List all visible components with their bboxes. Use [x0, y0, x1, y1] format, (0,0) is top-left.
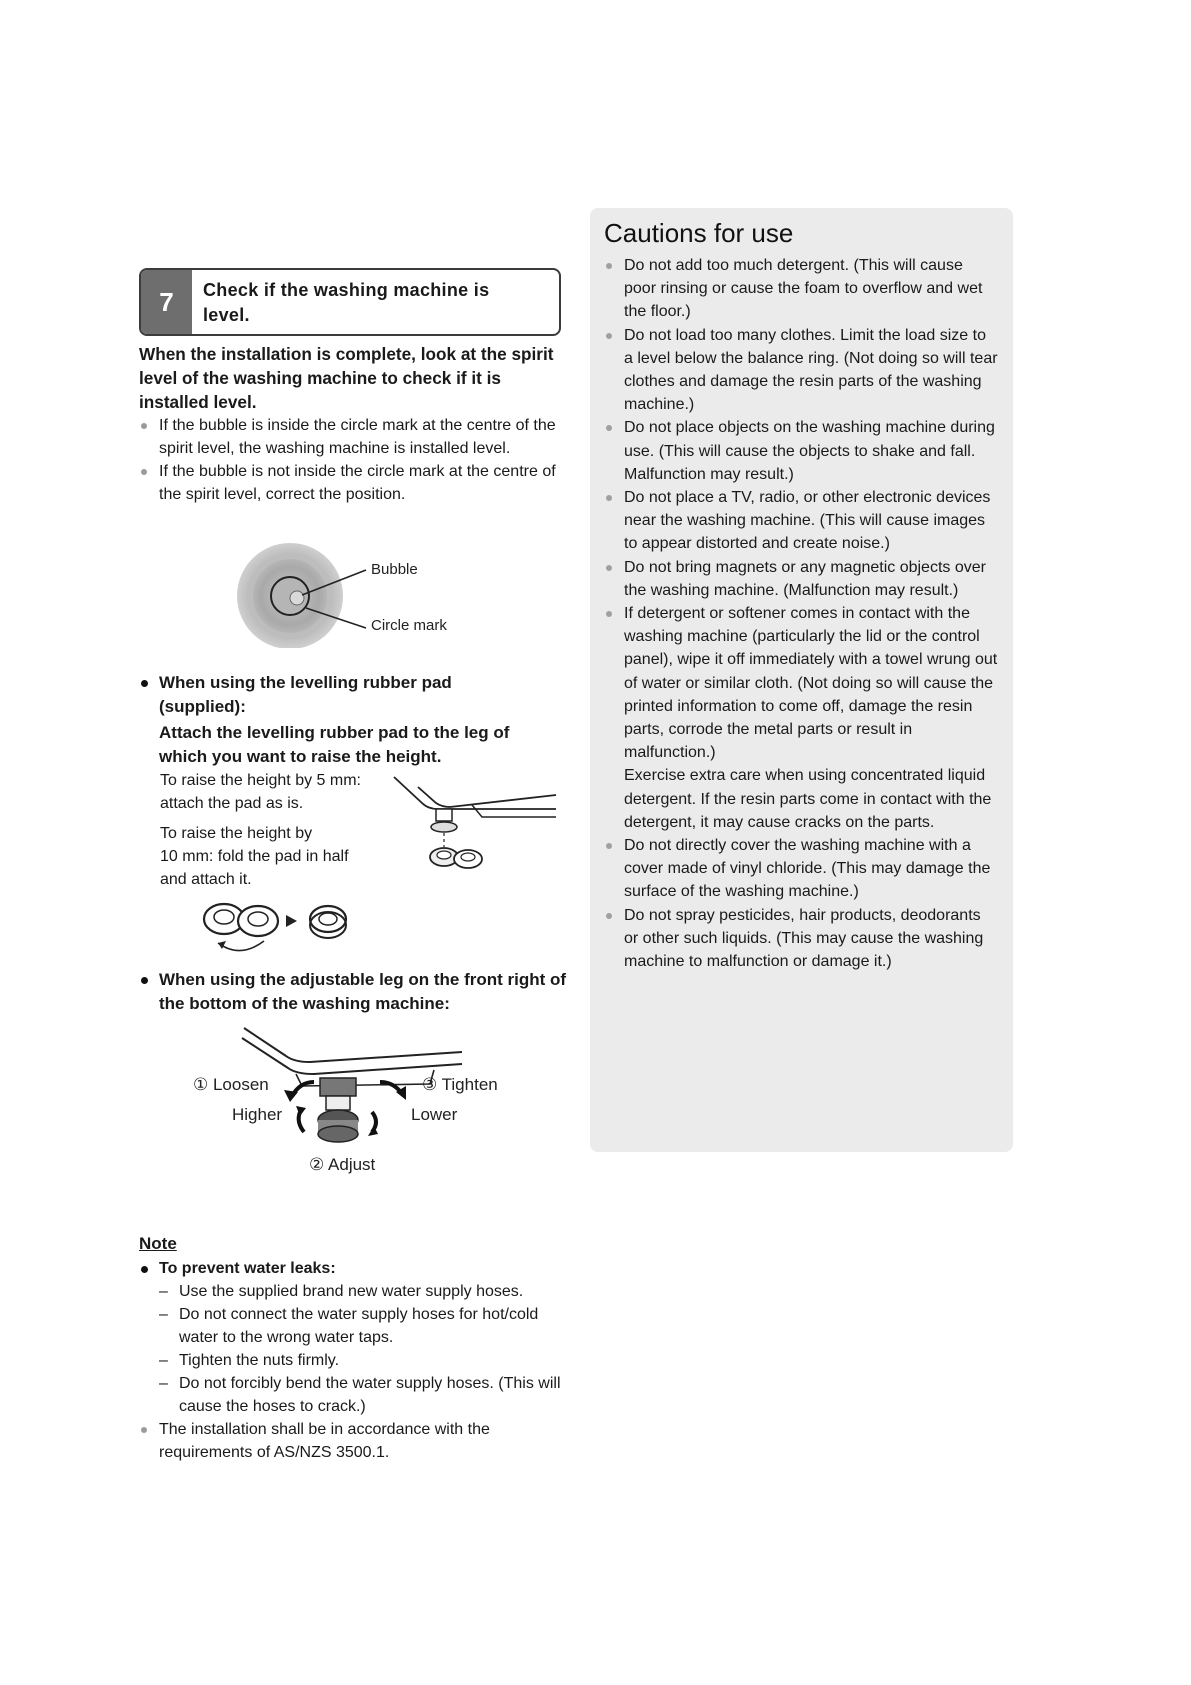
raise-10mm-line3: and attach it. [160, 871, 252, 888]
caution-item: Do not place objects on the washing machine during use. (This will cause the objects to shake and fall. Malfunction may result.) [604, 416, 999, 486]
caution-detergent-text: If detergent or softener comes in contact with the washing machine (particularly the lid or the control panel), wipe it off immediately with a towel wrung out of water or similar cloth. (Not doing so will cause the printed information to come off, damage the resin parts, corrode the metal parts or result in malfunction.) [624, 605, 998, 762]
note-title: Note [139, 1234, 177, 1253]
step-title [203, 278, 553, 328]
leak-item: – Do not forcibly bend the water supply hoses. (This will cause the hoses to crack.) [159, 1372, 579, 1418]
caution-item: Do not directly cover the washing machine with a cover made of vinyl chloride. (This may damage the surface of the washing machine.) [604, 834, 999, 904]
tighten-label: ③ Tighten [422, 1075, 498, 1094]
leak-item: – Do not connect the water supply hoses for hot/cold water to the wrong water taps. [159, 1303, 579, 1349]
standard-list [139, 1418, 579, 1464]
loosen-label: ① Loosen [193, 1075, 269, 1094]
rubber-pad-heading [139, 671, 559, 769]
caution-item: Do not add too much detergent. (This will cause poor rinsing or cause the foam to overflow and wet the floor.) [604, 254, 999, 324]
level-bullet-list [139, 414, 569, 506]
adjustable-leg-heading: When using the adjustable leg on the front right of the bottom of the washing machine: [139, 968, 579, 1016]
adjustable-leg-section [139, 968, 579, 1016]
adjust-label: ② Adjust [309, 1155, 376, 1174]
pad-on-leg-figure [392, 765, 562, 885]
caution-item: Do not place a TV, radio, or other electronic devices near the washing machine. (This will cause images to appear distorted and create noise.) [604, 486, 999, 556]
leak-heading: To prevent water leaks: [159, 1260, 336, 1277]
step-title-line2: level. [203, 305, 250, 325]
intro-text: When the installation is complete, look at the spirit level of the washing machine to check if it is installed level. [139, 344, 554, 412]
raise-10mm-text [160, 822, 400, 891]
raise-10mm-line1: To raise the height by [160, 825, 313, 842]
leak-item: – Tighten the nuts firmly. [159, 1349, 579, 1372]
bubble [290, 591, 304, 605]
leak-items [139, 1280, 579, 1418]
caution-item: Do not bring magnets or any magnetic objects over the washing machine. (Malfunction may result.) [604, 556, 999, 602]
caution-extra-care: Exercise extra care when using concentrated liquid detergent. If the resin parts come in contact with the detergent, it may cause cracks on the parts. [624, 767, 992, 831]
step-number: 7 [141, 270, 192, 334]
note-section [139, 1232, 579, 1464]
level-bullet: If the bubble is inside the circle mark at the centre of the spirit level, the washing machine is installed level. [139, 414, 569, 460]
cautions-title: Cautions for use [604, 218, 794, 248]
level-bullet: If the bubble is not inside the circle mark at the centre of the spirit level, correct the position. [139, 460, 569, 506]
lower-label: Lower [411, 1105, 458, 1124]
note-list [139, 1257, 579, 1280]
raise-5mm-line2: attach the pad as is. [160, 795, 304, 812]
rubber-pad-instruction: Attach the levelling rubber pad to the leg of which you want to raise the height. [159, 723, 510, 766]
rubber-pad-heading-line2: (supplied): [159, 697, 246, 716]
leak-item: – Use the supplied brand new water supply hoses. [159, 1280, 579, 1303]
leak-heading-item [139, 1257, 579, 1280]
higher-label: Higher [232, 1105, 283, 1124]
raise-5mm-line1: To raise the height by 5 mm: [160, 772, 361, 789]
caution-item: Do not load too many clothes. Limit the load size to a level below the balance ring. (Not doing so will tear clothes and damage the resin parts of the washing machine.) [604, 324, 999, 417]
bubble-label: Bubble [371, 561, 418, 578]
fold-pad-figure [200, 895, 370, 965]
step-header [139, 268, 561, 336]
caution-item [604, 602, 999, 834]
raise-10mm-line2: 10 mm: fold the pad in half [160, 848, 349, 865]
step-title-line1: Check if the washing machine is [203, 280, 490, 300]
cautions-box [590, 208, 1013, 1152]
rubber-pad-heading-line1: When using the levelling rubber pad [159, 673, 452, 692]
standard-note: The installation shall be in accordance with the requirements of AS/NZS 3500.1. [139, 1418, 579, 1464]
caution-item: Do not spray pesticides, hair products, deodorants or other such liquids. (This may cause the washing machine to malfunction or damage it.) [604, 904, 999, 974]
cautions-list [604, 254, 999, 973]
rubber-pad-section [139, 671, 559, 769]
circle-mark-label: Circle mark [371, 617, 447, 634]
raise-5mm-text [160, 769, 400, 815]
